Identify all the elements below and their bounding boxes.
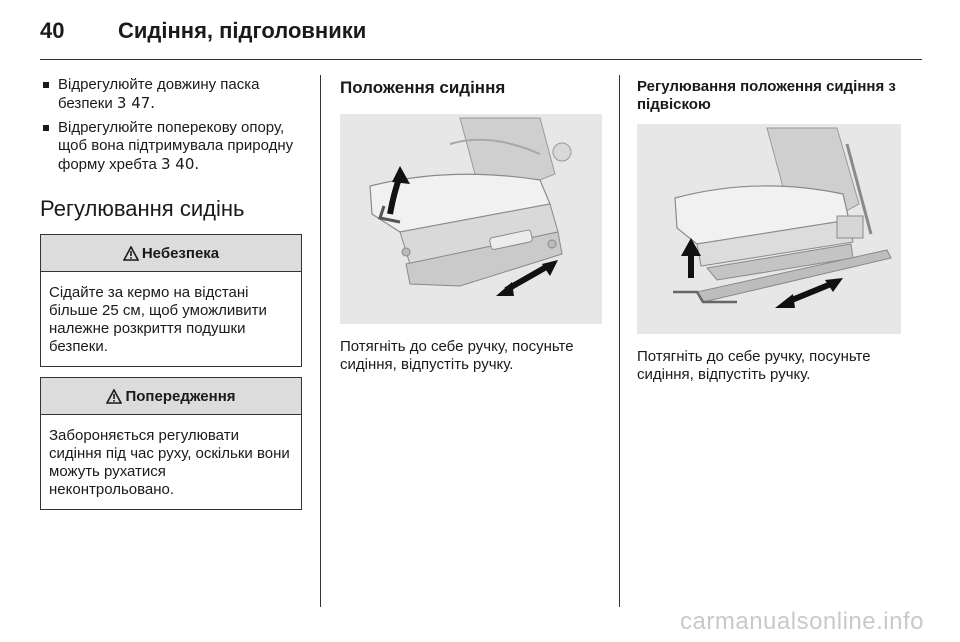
bullet-square-icon <box>43 125 49 131</box>
column-divider-left <box>320 75 321 607</box>
warning-box <box>40 377 302 510</box>
warning-triangle-icon <box>123 246 139 261</box>
column-divider-right <box>619 75 620 607</box>
bullet-square-icon <box>43 82 49 88</box>
suspension-seat-heading: Регулювання положення сидіння з підвіскою <box>637 78 896 113</box>
bullet-text: Відрегулюйте поперекову опору, щоб вона підтримувала природну форму хребта <box>58 119 294 173</box>
danger-body: Сідайте за кермо на відстані більше 25 см, щоб уможливити належне розкриття подушки безпеки. <box>49 284 267 355</box>
warning-header <box>41 378 301 415</box>
warning-body: Забороняється регулювати сидіння під час руху, оскільки вони можуть рухатися неконтрольовано. <box>49 427 290 498</box>
page-header <box>40 14 920 50</box>
seat-adjustment-figure <box>340 114 602 324</box>
middle-column <box>340 78 602 374</box>
header-rule <box>40 59 922 60</box>
page-reference[interactable]: 3 40. <box>161 155 200 173</box>
list-item <box>40 119 302 174</box>
seat-position-heading: Положення сидіння <box>340 78 506 97</box>
warning-title: Попередження <box>125 387 236 405</box>
page-reference[interactable]: 3 47. <box>116 94 156 112</box>
danger-title: Небезпека <box>141 244 220 262</box>
suspension-seat-figure <box>637 124 901 334</box>
danger-box <box>40 234 302 367</box>
seat-position-caption: Потягніть до себе ручку, посуньте сидіння, відпустіть ручку. <box>340 338 574 373</box>
suspension-seat-caption: Потягніть до себе ручку, посуньте сидіння, відпустіть ручку. <box>637 348 871 383</box>
right-column <box>637 78 901 384</box>
danger-header <box>41 235 301 272</box>
list-item <box>40 76 302 113</box>
suspension-seat-illustration <box>637 124 901 334</box>
section-heading: Регулювання сидінь <box>40 196 245 221</box>
seat-adjustment-illustration <box>340 114 602 324</box>
left-column <box>40 76 302 520</box>
watermark: carmanualsonline.info <box>680 608 924 635</box>
chapter-title: Сидіння, підголовники <box>118 18 367 43</box>
page-number: 40 <box>40 18 65 43</box>
warning-triangle-icon <box>106 389 122 404</box>
bullet-text: Відрегулюйте довжину паска безпеки <box>58 76 260 112</box>
